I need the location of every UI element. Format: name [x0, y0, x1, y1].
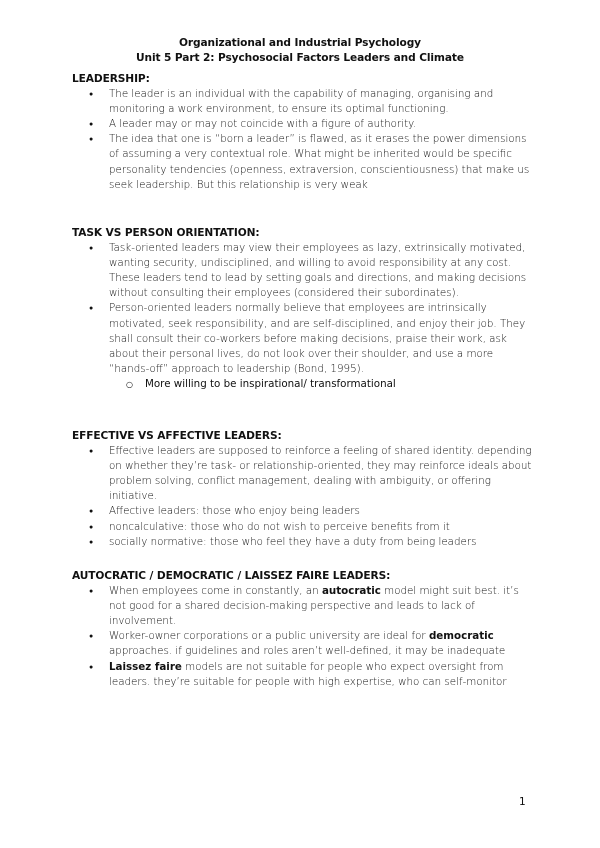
list-item: ● The idea that one is “born a leader” is flawed, as it erases the power dimensions of assuming a very contextual role. What might be inherited would be specific personality tendencies (openness, extraversion, conscientiousness) that make us seek leadership. But this relationship is very weak	[72, 132, 532, 192]
text-run: When employees come in constantly, an	[109, 585, 322, 598]
section-heading: TASK VS PERSON ORIENTATION:	[72, 227, 260, 239]
sub-list-item: ○ More willing to be inspirational/ transformational	[72, 377, 532, 392]
list-item: ● The leader is an individual with the capability of managing, organising and monitoring a work environment, to ensure its optimal functioning.	[72, 87, 532, 117]
bold-term: Laissez faire	[109, 660, 182, 673]
list-item: ● Effective leaders are supposed to reinforce a feeling of shared identity. depending on whether they’re task- or relationship-oriented, they may reinforce ideals about problem solving, conflict management, dealing with ambiguity, or offering initiative.	[72, 444, 532, 504]
section-leadership	[72, 72, 532, 193]
text-run: Worker-owner corporations or a public university are ideal for	[109, 630, 429, 643]
bullet-list	[72, 444, 532, 550]
bullet-list	[72, 584, 532, 690]
document-header	[0, 36, 600, 66]
list-item: ● socially normative: those who feel they have a duty from being leaders	[72, 535, 532, 550]
text-run: models are not suitable for people who expect oversight from leaders. they’re suitable for people with high expertise, who can self-monitor	[109, 660, 507, 688]
bullet-list	[72, 87, 532, 193]
list-item: ● Affective leaders: those who enjoy being leaders	[72, 504, 532, 519]
bold-term: democratic	[428, 630, 494, 643]
list-item	[72, 629, 532, 659]
bold-term: autocratic	[321, 585, 381, 598]
list-item: ● A leader may or may not coincide with a figure of authority.	[72, 117, 532, 132]
page-number: 1	[519, 796, 526, 808]
text-run: approaches. if guidelines and roles aren’t well-defined, it may be inadequate	[109, 645, 506, 658]
list-item	[72, 584, 532, 629]
list-item	[72, 660, 532, 690]
text-run: model might suit best. it’s not good for a shared decision-making perspective and leads to lack of involvement.	[109, 585, 519, 628]
course-title: Organizational and Industrial Psychology	[179, 37, 421, 49]
section-leadership-styles	[72, 569, 532, 690]
section-heading: EFFECTIVE VS AFFECTIVE LEADERS:	[72, 430, 282, 442]
section-task-vs-person	[72, 226, 532, 392]
section-heading: AUTOCRATIC / DEMOCRATIC / LAISSEZ FAIRE LEADERS:	[72, 570, 391, 582]
section-heading: LEADERSHIP:	[72, 73, 150, 85]
unit-title: Unit 5 Part 2: Psychosocial Factors Leaders and Climate	[136, 52, 464, 64]
section-effective-vs-affective	[72, 429, 532, 550]
bullet-list	[72, 241, 532, 392]
list-item: ● Task-oriented leaders may view their employees as lazy, extrinsically motivated, wanting security, undisciplined, and willing to avoid responsibility at any cost. These leaders tend to lead by setting goals and directions, and making decisions without consulting their employees (considered their subordinates).	[72, 241, 532, 301]
list-item: ● Person-oriented leaders normally believe that employees are intrinsically motivated, seek responsibility, and are self-disciplined, and enjoy their job. They shall consult their co-workers before making decisions, praise their work, ask about their personal lives, do not look over their shoulder, and use a more “hands-off” approach to leadership (Bond, 1995).	[72, 301, 532, 376]
list-item: ● noncalculative: those who do not wish to perceive benefits from it	[72, 520, 532, 535]
